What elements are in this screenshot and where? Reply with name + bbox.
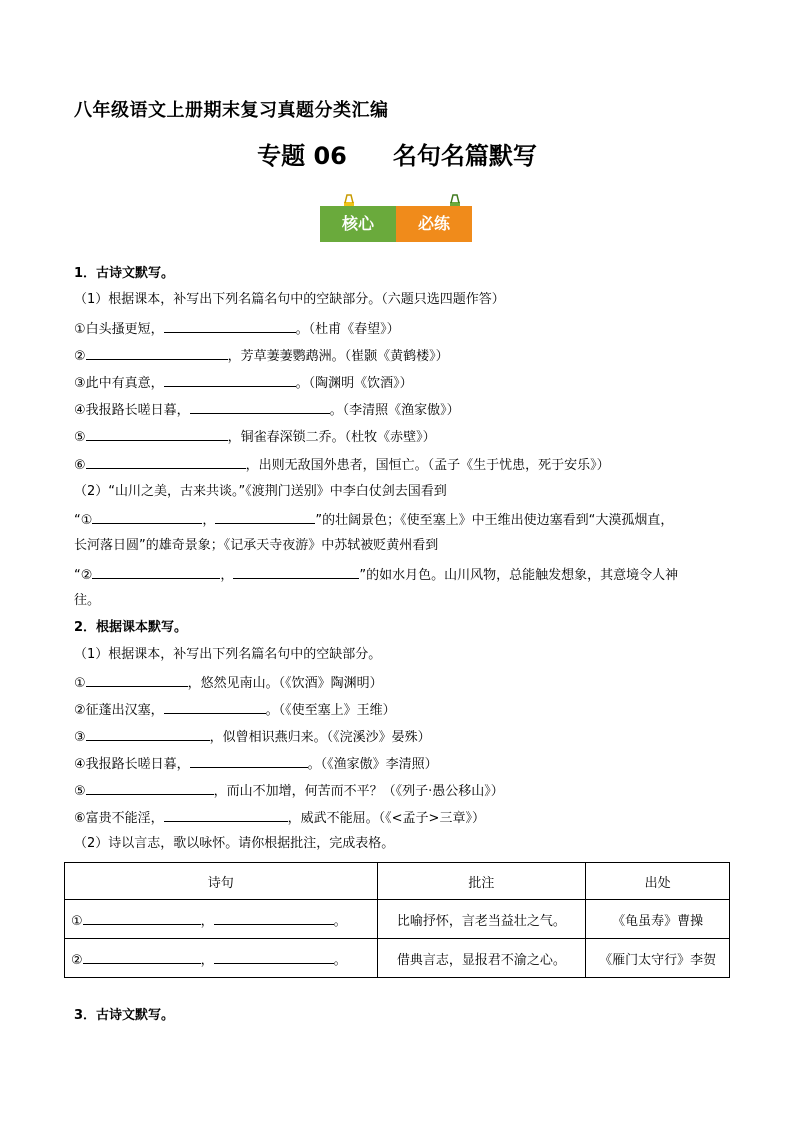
q2-item-5: ⑤ ，而山不加增，何苦而不平？（《列子·愚公移山》） <box>74 784 504 799</box>
table-row <box>65 900 730 939</box>
topic-name: 名句名篇默写 <box>392 142 537 170</box>
table-row <box>65 939 730 978</box>
column-header-poem: 诗句 <box>65 863 378 900</box>
series-title: 八年级语文上册期末复习真题分类汇编 <box>74 100 389 121</box>
badge-core-label: 核心 <box>320 206 396 242</box>
answer-blank[interactable] <box>83 912 201 925</box>
answer-blank[interactable] <box>86 728 210 741</box>
q2-item-2: ②征蓬出汉塞， 。（《使至塞上》王维） <box>74 703 396 718</box>
q2-item-6: ⑥富贵不能淫， ，威武不能屈。（《<孟子>三章》） <box>74 811 485 826</box>
q2-part1-instruction: （1）根据课本，补写出下列名篇名句中的空缺部分。 <box>74 647 382 662</box>
answer-blank[interactable] <box>164 320 296 333</box>
answer-blank[interactable] <box>86 782 214 795</box>
q1-item-5: ⑤ ，铜雀春深锁二乔。（杜牧《赤壁》） <box>74 430 436 445</box>
column-header-note: 批注 <box>377 863 586 900</box>
q2-item-4: ④我报路长嗟日暮， 。（《渔家傲》李清照） <box>74 757 438 772</box>
q1-part1-instruction: （1）根据课本，补写出下列名篇名句中的空缺部分。（六题只选四题作答） <box>74 292 505 307</box>
answer-blank[interactable] <box>92 566 220 579</box>
core-practice-badge <box>320 194 472 248</box>
topic-title <box>0 136 794 171</box>
q1-item-3: ③此中有真意， 。（陶渊明《饮酒》） <box>74 376 413 391</box>
q2-item-1: ① ，悠然见南山。（《饮酒》陶渊明） <box>74 676 383 691</box>
question-3-title: 3．古诗文默写。 <box>74 1008 175 1023</box>
q1-part2-line4: “② ， ”的如水月色。山川风物，总能触发想象，其意境令人神 <box>74 568 679 583</box>
topic-number: 专题 06 <box>257 142 347 170</box>
q1-item-2: ② ，芳草萋萋鹦鹉洲。（崔颢《黄鹤楼》） <box>74 349 449 364</box>
answer-blank[interactable] <box>190 401 330 414</box>
q1-part2-line1: （2）“山川之美，古来共谈。”《渡荆门送别》中李白仗剑去国看到 <box>74 484 447 499</box>
answer-blank[interactable] <box>83 951 201 964</box>
column-header-source: 出处 <box>586 863 730 900</box>
q2-part2-instruction: （2）诗以言志，歌以咏怀。请你根据批注，完成表格。 <box>74 836 395 851</box>
answer-blank[interactable] <box>92 511 202 524</box>
answer-blank[interactable] <box>86 428 228 441</box>
q1-item-6: ⑥ ，出则无敌国外患者，国恒亡。（孟子《生于忧患，死于安乐》） <box>74 458 610 473</box>
question-2-title: 2．根据课本默写。 <box>74 620 188 635</box>
answer-blank[interactable] <box>164 374 296 387</box>
q1-item-1: ①白头搔更短， 。（杜甫《春望》） <box>74 322 400 337</box>
q1-part2-line5: 往。 <box>74 593 101 608</box>
poem-annotation-table <box>64 862 730 978</box>
answer-blank[interactable] <box>214 912 334 925</box>
answer-blank[interactable] <box>86 674 188 687</box>
answer-blank[interactable] <box>86 347 228 360</box>
poem-cell: ① ， 。 <box>65 900 378 939</box>
q1-part2-line2: “① ， ”的壮阔景色；《使至塞上》中王维出使边塞看到“大漠孤烟直， <box>74 513 674 528</box>
q1-item-4: ④我报路长嗟日暮， 。（李清照《渔家傲》） <box>74 403 460 418</box>
source-cell: 《龟虽寿》曹操 <box>586 900 730 939</box>
note-cell: 比喻抒怀，言老当益壮之气。 <box>377 900 586 939</box>
question-1-title: 1．古诗文默写。 <box>74 266 175 281</box>
answer-blank[interactable] <box>164 701 266 714</box>
poem-cell: ② ， 。 <box>65 939 378 978</box>
answer-blank[interactable] <box>233 566 359 579</box>
q1-part2-line3: 长河落日圆”的雄奇景象；《记承天寺夜游》中苏轼被贬黄州看到 <box>74 538 439 553</box>
badge-practice-label: 必练 <box>396 206 472 242</box>
table-header-row <box>65 863 730 900</box>
answer-blank[interactable] <box>214 951 334 964</box>
q2-item-3: ③ ，似曾相识燕归来。（《浣溪沙》晏殊） <box>74 730 431 745</box>
note-cell: 借典言志，显报君不渝之心。 <box>377 939 586 978</box>
answer-blank[interactable] <box>86 456 246 469</box>
answer-blank[interactable] <box>164 809 288 822</box>
answer-blank[interactable] <box>215 511 315 524</box>
answer-blank[interactable] <box>190 755 308 768</box>
source-cell: 《雁门太守行》李贺 <box>586 939 730 978</box>
